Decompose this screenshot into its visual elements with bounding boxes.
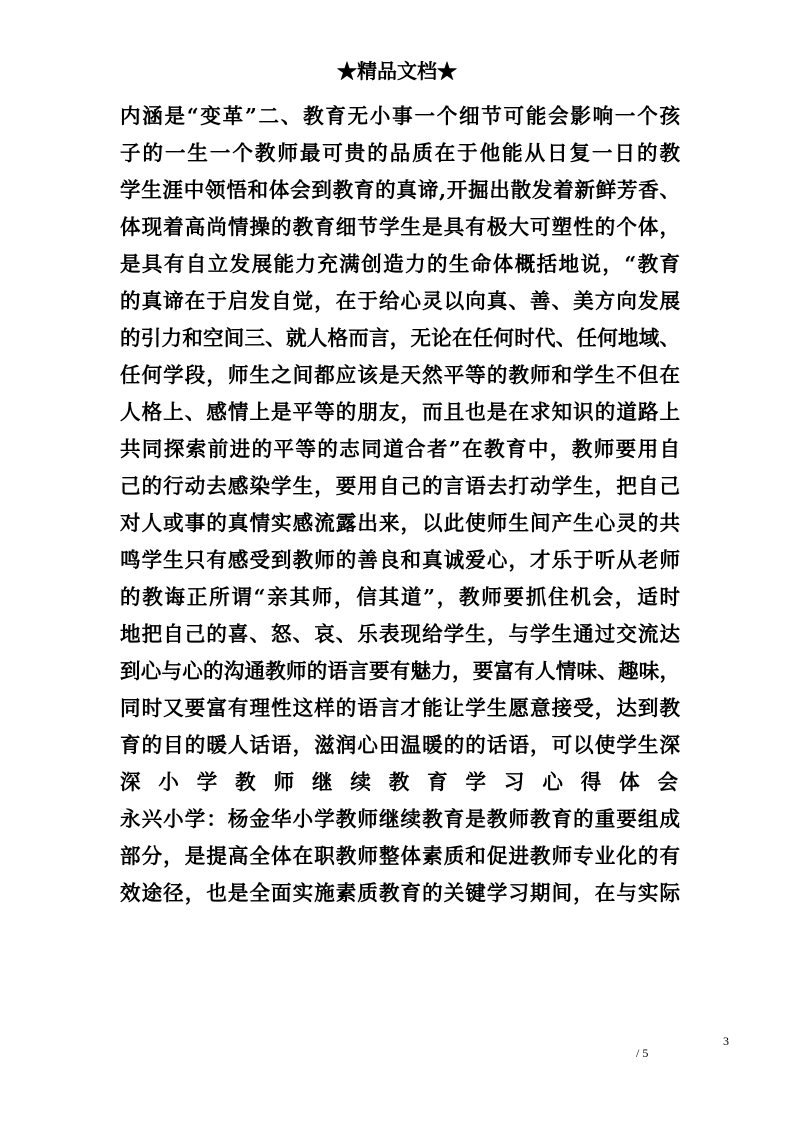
text-line: 育的目的暖人话语，滋润心田温暖的的话语，可以使学生深	[120, 733, 680, 757]
text-line: 任何学段，师生之间都应该是天然平等的教师和学生不但在	[120, 363, 680, 387]
text-line: 效途径，也是全面实施素质教育的关键学习期间，在与实际	[120, 881, 680, 905]
page-total: / 5	[636, 1046, 649, 1060]
page-number: 3	[723, 1034, 729, 1048]
text-line: 同时又要富有理性这样的语言才能让学生愿意接受，达到教	[120, 696, 680, 720]
text-line: 的引力和空间三、就人格而言，无论在任何时代、任何地域、	[120, 326, 680, 350]
text-line: 鸣学生只有感受到教师的善良和真诚爱心，才乐于听从老师	[120, 548, 680, 572]
section-title-line: 深小学教师继续教育学习心得体会	[120, 770, 680, 794]
text-line: 的真谛在于启发自觉，在于给心灵以向真、善、美方向发展	[120, 289, 680, 313]
text-line: 是具有自立发展能力充满创造力的生命体概括地说，“教育	[120, 252, 680, 276]
text-line: 部分，是提高全体在职教师整体素质和促进教师专业化的有	[120, 844, 680, 868]
text-line: 的教诲正所谓“亲其师，信其道”，教师要抓住机会，适时	[120, 585, 680, 609]
text-line: 学生涯中领悟和体会到教育的真谛,开掘出散发着新鲜芳香、	[120, 178, 680, 202]
text-line: 内涵是“变革”二、教育无小事一个细节可能会影响一个孩	[120, 104, 680, 128]
text-line: 人格上、感情上是平等的朋友，而且也是在求知识的道路上	[120, 400, 680, 424]
document-body	[120, 98, 680, 912]
text-line: 对人或事的真情实感流露出来，以此使师生间产生心灵的共	[120, 511, 680, 535]
text-line: 体现着高尚情操的教育细节学生是具有极大可塑性的个体，	[120, 215, 680, 239]
text-line: 地把自己的喜、怒、哀、乐表现给学生，与学生通过交流达	[120, 622, 680, 646]
text-line: 共同探索前进的平等的志同道合者”在教育中，教师要用自	[120, 437, 680, 461]
page-header: ★精品文档★	[337, 59, 457, 83]
text-line: 己的行动去感染学生，要用自己的言语去打动学生，把自己	[120, 474, 680, 498]
text-line: 到心与心的沟通教师的语言要有魅力，要富有人情味、趣味，	[120, 659, 680, 683]
text-line: 子的一生一个教师最可贵的品质在于他能从日复一日的教	[120, 141, 680, 165]
text-line: 永兴小学：杨金华小学教师继续教育是教师教育的重要组成	[120, 807, 680, 831]
